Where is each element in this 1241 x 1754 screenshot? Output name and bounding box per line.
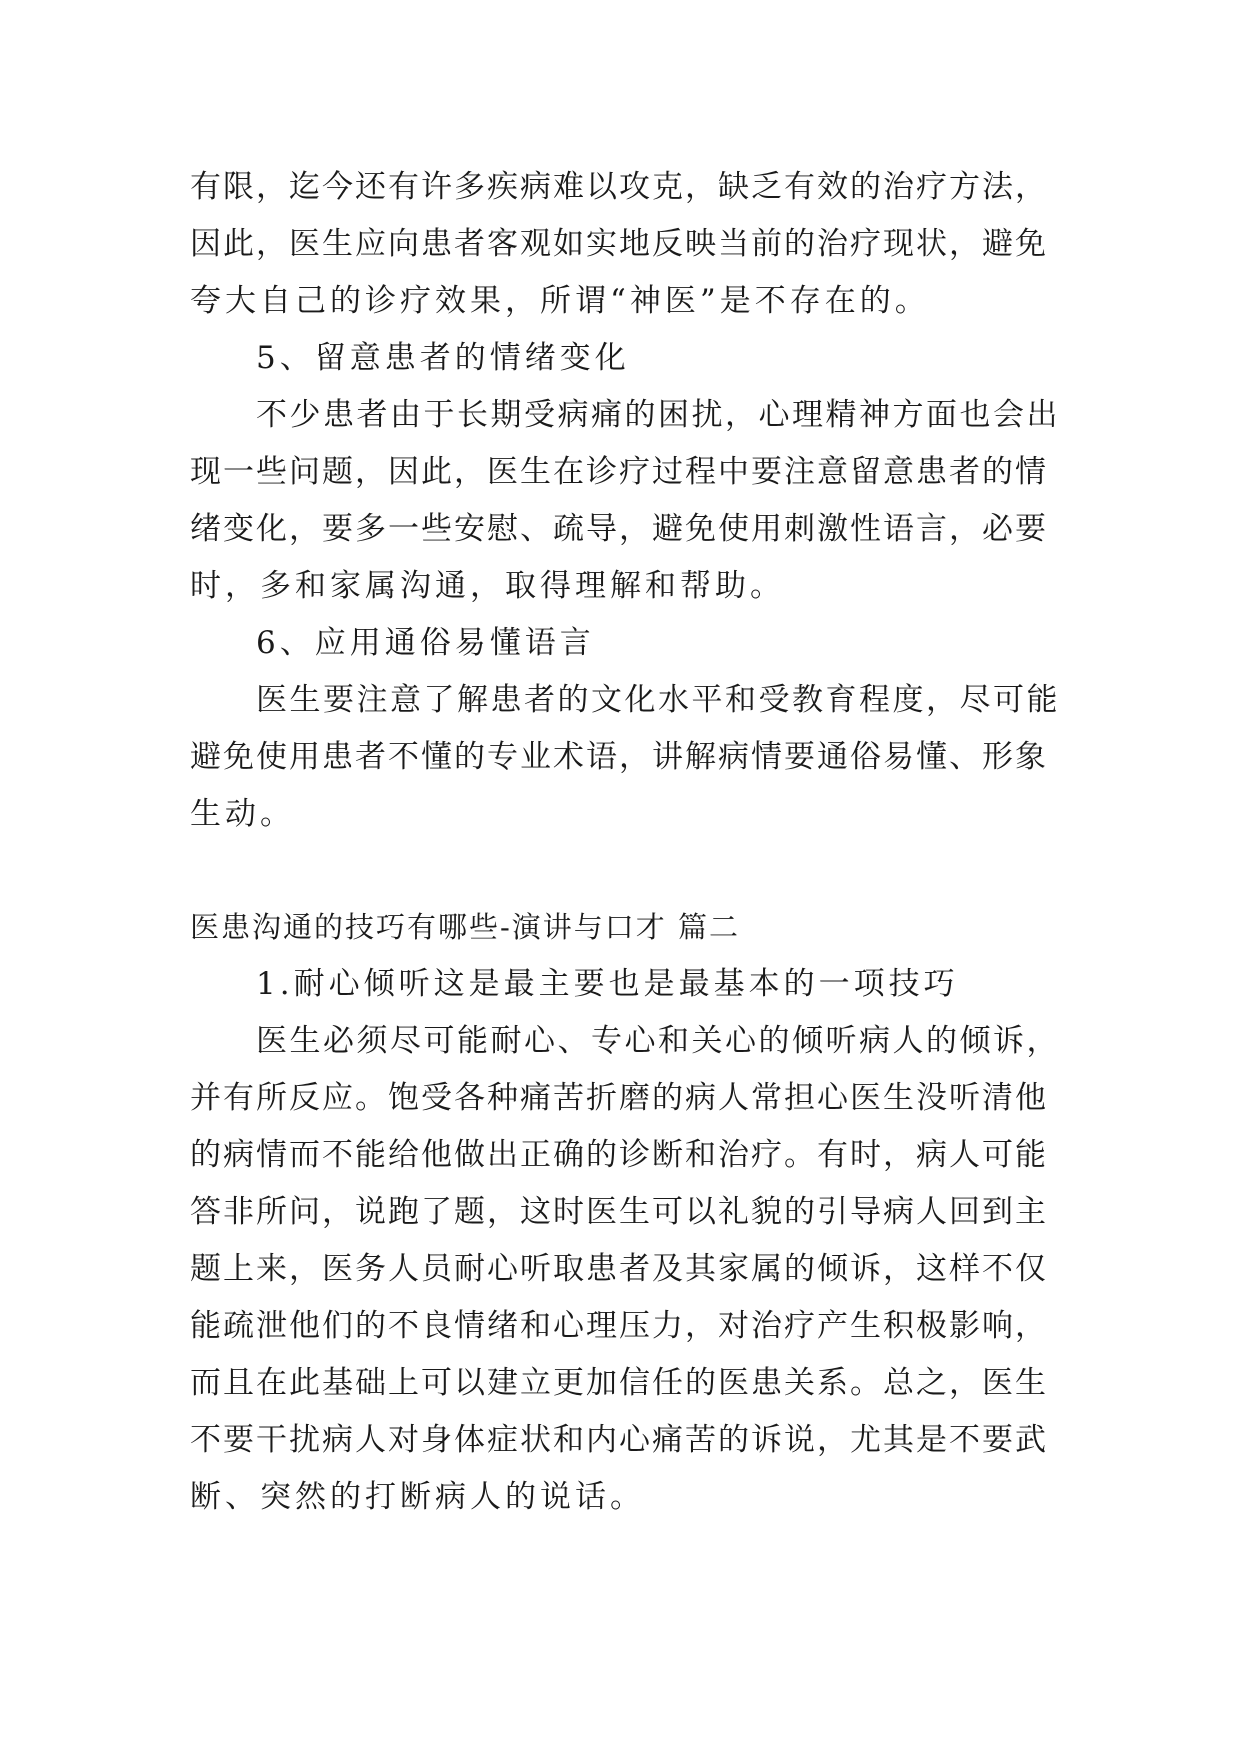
section-heading: 医患沟通的技巧有哪些-演讲与口才 篇二	[190, 910, 741, 944]
paragraph-line: 夸大自己的诊疗效果，所谓“神医”是不存在的。	[190, 283, 930, 319]
paragraph-line: 的病情而不能给他做出正确的诊断和治疗。有时，病人可能	[190, 1137, 1048, 1173]
paragraph-line: 现一些问题，因此，医生在诊疗过程中要注意留意患者的情	[190, 454, 1048, 490]
paragraph-line: 断、突然的打断病人的说话。	[190, 1479, 645, 1515]
paragraph-line: 不少患者由于长期受病痛的困扰，心理精神方面也会出	[256, 397, 1060, 433]
paragraph-line: 并有所反应。饱受各种痛苦折磨的病人常担心医生没听清他	[190, 1080, 1048, 1116]
item-5-title: 5、留意患者的情绪变化	[256, 340, 630, 376]
paragraph-line: 题上来，医务人员耐心听取患者及其家属的倾诉，这样不仅	[190, 1251, 1048, 1287]
paragraph-line: 能疏泄他们的不良情绪和心理压力，对治疗产生积极影响，	[190, 1308, 1048, 1344]
paragraph-line: 有限，迄今还有许多疾病难以攻克，缺乏有效的治疗方法，	[190, 169, 1048, 205]
paragraph-line: 不要干扰病人对身体症状和内心痛苦的诉说，尤其是不要武	[190, 1422, 1048, 1458]
paragraph-line: 绪变化，要多一些安慰、疏导，避免使用刺激性语言，必要	[190, 511, 1048, 547]
paragraph-line: 而且在此基础上可以建立更加信任的医患关系。总之，医生	[190, 1365, 1048, 1401]
item-1-title: 1.耐心倾听这是最主要也是最基本的一项技巧	[256, 966, 959, 1002]
item-6-title: 6、应用通俗易懂语言	[256, 625, 595, 661]
paragraph-line: 因此，医生应向患者客观如实地反映当前的治疗现状，避免	[190, 226, 1048, 262]
paragraph-line: 医生必须尽可能耐心、专心和关心的倾听病人的倾诉，	[256, 1023, 1060, 1059]
paragraph-line: 生动。	[190, 796, 295, 832]
paragraph-line: 医生要注意了解患者的文化水平和受教育程度，尽可能	[256, 682, 1060, 718]
paragraph-line: 时，多和家属沟通，取得理解和帮助。	[190, 568, 785, 604]
paragraph-line: 答非所问，说跑了题，这时医生可以礼貌的引导病人回到主	[190, 1194, 1048, 1230]
paragraph-line: 避免使用患者不懂的专业术语，讲解病情要通俗易懂、形象	[190, 739, 1048, 775]
